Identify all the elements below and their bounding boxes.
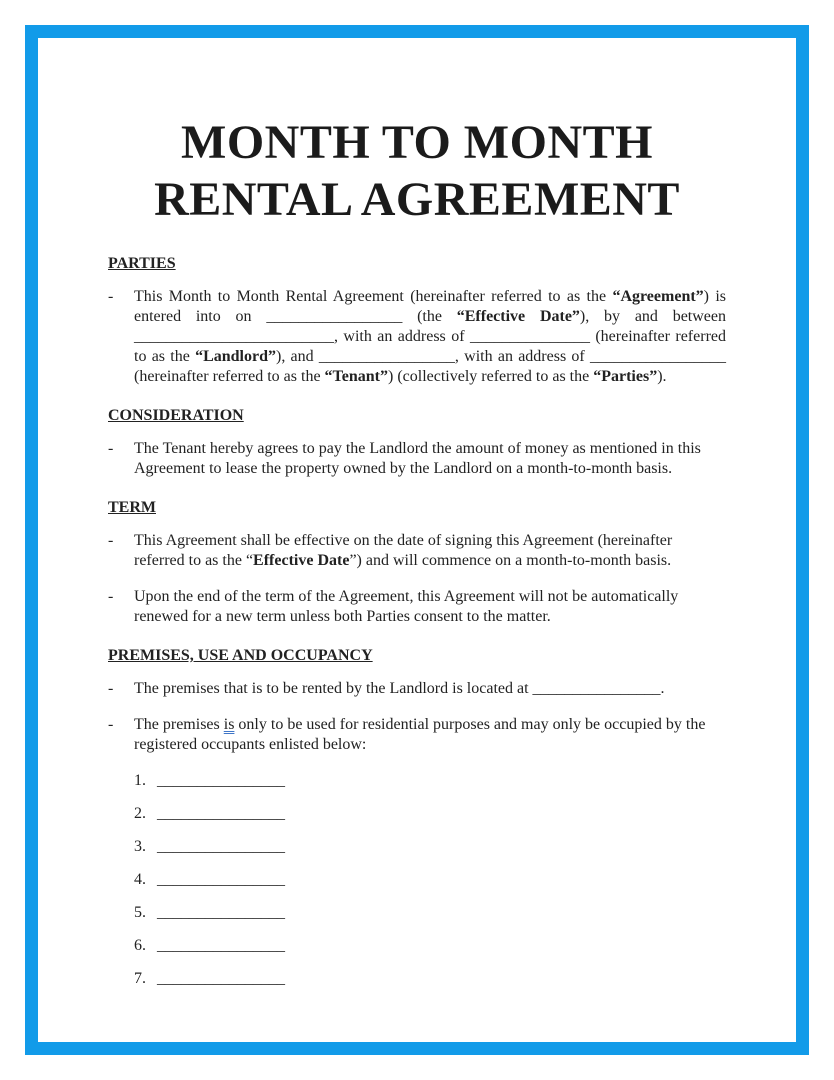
text-run: This Month to Month Rental Agreement (hereinafter referred to as the [134,288,613,305]
occupant-number: 2. [134,805,146,822]
occupant-line-item [134,771,726,791]
text-run: ) is entered into on [134,288,727,325]
occupant-line-item [134,870,726,890]
section-heading-consideration: CONSIDERATION [108,407,244,424]
defined-term-effective-date: “Effective Date” [456,308,580,325]
occupants-list [134,771,726,989]
occupant-number: 4. [134,871,146,888]
premises-paragraph-2 [108,715,726,755]
text-run: (hereinafter referred to as the [134,328,726,365]
text-run: ”) and will commence on a month-to-month basis. [349,552,672,569]
occupant-name-blank-field: ________________ [157,970,285,987]
document-title-line2: RENTAL AGREEMENT [154,173,680,226]
text-run: . [660,680,665,697]
occupant-line-item [134,903,726,923]
document-title-line1: MONTH TO MONTH [181,116,653,169]
text-run: (hereinafter referred to as the [134,368,325,385]
consideration-paragraph [108,439,726,479]
defined-term-agreement: “Agreement” [612,288,704,305]
section-parties [108,254,726,387]
defined-term-landlord: “Landlord” [195,348,276,365]
occupant-number: 5. [134,904,146,921]
occupant-number: 7. [134,970,146,987]
occupant-name-blank-field: ________________ [157,838,285,855]
premises-paragraph-1-text [134,679,726,699]
page-border-frame [25,25,809,1055]
occupant-name-blank-field: ________________ [157,937,285,954]
section-heading-parties: PARTIES [108,255,176,272]
text-run: ) (collectively referred to as the [387,368,594,385]
text-run: only to be used for residential purposes and may only be occupied by the registered occupants enlisted below: [134,716,706,753]
occupant-number: 1. [134,772,146,789]
dash-bullet-icon: - [108,588,114,605]
term-paragraph-2 [108,587,726,627]
occupant-line-item [134,837,726,857]
text-run: The premises that is to be rented by the Landlord is located at [134,680,533,697]
premises-paragraph-2-text [134,715,726,755]
dash-bullet-icon: - [108,716,114,733]
text-run: This Agreement shall be effective on the date of signing this Agreement (hereinafter referred to as the “ [134,532,673,569]
text-run: The premises [134,716,224,733]
parties-paragraph [108,287,726,387]
occupant-name-blank-field: ________________ [157,805,285,822]
text-run: ). [657,368,667,385]
occupant-name-blank-field: ________________ [157,871,285,888]
premises-address-blank-field: ________________ [532,680,661,697]
dash-bullet-icon: - [108,532,114,549]
text-run: , with an address of [454,348,590,365]
occupant-name-blank-field: ________________ [157,904,285,921]
effective-date-blank-field: _________________ [266,308,403,325]
section-term [108,498,726,627]
occupant-line-item [134,936,726,956]
dash-bullet-icon: - [108,680,114,697]
parties-paragraph-text [134,287,726,387]
occupant-name-blank-field: ________________ [157,772,285,789]
dash-bullet-icon: - [108,288,114,305]
occupant-number: 6. [134,937,146,954]
occupant-line-item [134,804,726,824]
term-paragraph-2-text: Upon the end of the term of the Agreement, this Agreement will not be automatically renewed for a new term unless both Parties consent to the matter. [134,588,679,625]
tenant-address-blank-field: _________________ [590,348,726,365]
text-run: (the [402,308,457,325]
premises-paragraph-1 [108,679,726,699]
grammar-flagged-word: is [223,716,235,733]
defined-term-tenant: “Tenant” [324,368,388,385]
section-heading-term: TERM [108,499,156,516]
section-premises [108,646,726,989]
term-paragraph-1 [108,531,726,571]
occupant-number: 3. [134,838,146,855]
section-consideration [108,406,726,479]
landlord-address-blank-field: _______________ [469,328,590,345]
text-run: ), and [275,348,319,365]
defined-term-parties: “Parties” [593,368,658,385]
occupant-line-item [134,969,726,989]
dash-bullet-icon: - [108,440,114,457]
term-paragraph-1-text [134,531,726,571]
text-run: , with an address of [334,328,470,345]
consideration-paragraph-text: The Tenant hereby agrees to pay the Landlord the amount of money as mentioned in this Agreement to lease the property owned by the Landlord on a month-to-month basis. [134,440,701,477]
landlord-name-blank-field: _________________________ [134,328,334,345]
document-content [38,38,796,989]
section-heading-premises: PREMISES, USE AND OCCUPANCY [108,647,373,664]
document-title [108,114,726,228]
text-run: ), by and between [579,308,726,325]
defined-term-effective-date: Effective Date [253,552,350,569]
tenant-name-blank-field: _________________ [318,348,455,365]
